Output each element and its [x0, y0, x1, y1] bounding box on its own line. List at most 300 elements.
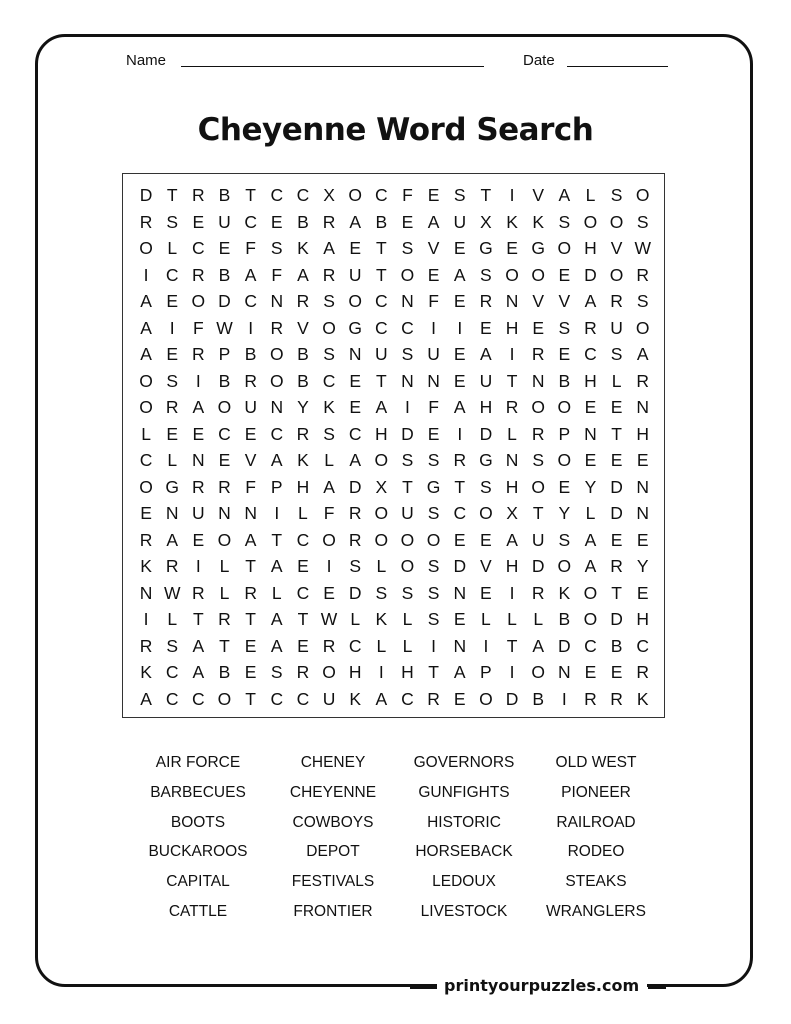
grid-letter[interactable]: T	[245, 688, 256, 709]
grid-letter[interactable]: A	[140, 688, 152, 709]
grid-letter[interactable]: F	[193, 317, 204, 338]
grid-letter[interactable]: B	[297, 211, 309, 232]
grid-letter[interactable]: R	[531, 344, 545, 364]
grid-letter[interactable]: U	[192, 503, 205, 523]
grid-letter[interactable]: R	[531, 423, 545, 444]
grid-letter[interactable]: D	[139, 185, 153, 205]
grid-letter[interactable]: C	[584, 344, 597, 364]
grid-letter[interactable]: K	[140, 556, 152, 576]
grid-letter[interactable]: E	[636, 582, 649, 603]
grid-letter[interactable]: O	[217, 688, 232, 709]
grid-letter[interactable]: A	[584, 291, 597, 311]
grid-letter[interactable]: E	[297, 556, 309, 576]
grid-letter[interactable]: N	[165, 503, 179, 523]
grid-letter[interactable]: A	[244, 529, 257, 550]
grid-letter[interactable]: U	[322, 688, 336, 709]
grid-letter[interactable]: R	[584, 317, 597, 338]
grid-letter[interactable]: R	[192, 582, 205, 603]
grid-letter[interactable]: E	[610, 450, 623, 470]
grid-letter[interactable]: C	[192, 238, 205, 258]
grid-letter[interactable]: C	[375, 185, 388, 205]
grid-letter[interactable]: L	[350, 609, 361, 629]
grid-letter[interactable]: R	[270, 317, 284, 338]
grid-letter[interactable]: O	[479, 688, 493, 709]
grid-letter[interactable]: O	[374, 450, 389, 470]
grid-letter[interactable]: I	[143, 264, 149, 285]
grid-letter[interactable]: U	[218, 211, 231, 232]
grid-letter[interactable]: O	[400, 529, 415, 550]
grid-letter[interactable]: O	[531, 476, 545, 497]
grid-letter[interactable]: T	[375, 264, 387, 285]
grid-letter[interactable]: H	[375, 423, 388, 444]
grid-letter[interactable]: I	[509, 185, 515, 205]
grid-letter[interactable]: R	[139, 211, 153, 232]
grid-letter[interactable]: Y	[297, 397, 309, 417]
grid-letter[interactable]: H	[505, 556, 519, 576]
grid-letter[interactable]: O	[609, 211, 624, 232]
grid-letter[interactable]: I	[195, 370, 201, 391]
grid-letter[interactable]: I	[195, 556, 201, 576]
grid-letter[interactable]: G	[165, 476, 180, 497]
grid-letter[interactable]: A	[297, 264, 309, 285]
grid-letter[interactable]: A	[270, 635, 283, 656]
grid-letter[interactable]: O	[557, 450, 572, 470]
grid-letter[interactable]: O	[217, 529, 232, 550]
grid-letter[interactable]: A	[349, 450, 362, 470]
grid-letter[interactable]: R	[479, 291, 493, 311]
grid-letter[interactable]: T	[506, 370, 518, 391]
grid-letter[interactable]: C	[296, 688, 310, 709]
grid-letter[interactable]: D	[558, 635, 571, 656]
grid-letter[interactable]: B	[532, 688, 545, 709]
grid-letter[interactable]: D	[479, 423, 493, 444]
grid-letter[interactable]: C	[165, 264, 179, 285]
grid-letter[interactable]: N	[636, 503, 650, 523]
grid-letter[interactable]: T	[219, 635, 230, 656]
grid-letter[interactable]: V	[244, 450, 257, 470]
grid-letter[interactable]: H	[401, 662, 414, 682]
grid-letter[interactable]: R	[610, 556, 623, 576]
grid-letter[interactable]: E	[532, 317, 545, 338]
grid-letter[interactable]: T	[402, 476, 413, 497]
grid-letter[interactable]: A	[323, 476, 335, 497]
grid-letter[interactable]: G	[531, 238, 545, 258]
grid-letter[interactable]: L	[219, 582, 230, 603]
grid-letter[interactable]: N	[401, 291, 414, 311]
grid-letter[interactable]: O	[322, 529, 336, 550]
grid-letter[interactable]: I	[457, 317, 463, 338]
grid-letter[interactable]: C	[401, 317, 414, 338]
grid-letter[interactable]: L	[507, 423, 517, 444]
grid-letter[interactable]: L	[402, 635, 413, 656]
grid-letter[interactable]: K	[506, 211, 518, 232]
grid-letter[interactable]: E	[166, 423, 179, 444]
grid-letter[interactable]: I	[431, 635, 437, 656]
grid-letter[interactable]: K	[297, 450, 309, 470]
grid-letter[interactable]: C	[139, 450, 153, 470]
grid-letter[interactable]: D	[610, 503, 623, 523]
grid-letter[interactable]: S	[532, 450, 545, 470]
grid-letter[interactable]: N	[270, 291, 284, 311]
grid-letter[interactable]: R	[322, 635, 336, 656]
grid-letter[interactable]: H	[584, 238, 597, 258]
grid-letter[interactable]: A	[584, 556, 597, 576]
grid-letter[interactable]: O	[557, 556, 572, 576]
grid-letter[interactable]: O	[635, 317, 650, 338]
grid-letter[interactable]: E	[584, 450, 597, 470]
grid-letter[interactable]: V	[558, 291, 571, 311]
grid-letter[interactable]: T	[245, 556, 256, 576]
grid-letter[interactable]: K	[323, 397, 335, 417]
grid-letter[interactable]: L	[481, 609, 491, 629]
grid-letter[interactable]: B	[218, 185, 231, 205]
grid-letter[interactable]: O	[400, 264, 415, 285]
grid-letter[interactable]: O	[322, 662, 336, 682]
grid-letter[interactable]: W	[163, 582, 181, 603]
grid-letter[interactable]: V	[532, 291, 545, 311]
grid-letter[interactable]: N	[558, 662, 571, 682]
grid-letter[interactable]: O	[557, 397, 572, 417]
grid-letter[interactable]: K	[140, 662, 152, 682]
grid-letter[interactable]: V	[297, 317, 309, 338]
grid-letter[interactable]: I	[457, 423, 463, 444]
grid-letter[interactable]: U	[453, 211, 467, 232]
grid-letter[interactable]: N	[348, 344, 362, 364]
grid-letter[interactable]: E	[323, 582, 335, 603]
grid-letter[interactable]: B	[218, 264, 231, 285]
grid-letter[interactable]: V	[610, 238, 623, 258]
grid-letter[interactable]: R	[296, 423, 310, 444]
grid-letter[interactable]: S	[401, 582, 414, 603]
grid-letter[interactable]: A	[584, 529, 597, 550]
grid-letter[interactable]: E	[610, 397, 623, 417]
grid-letter[interactable]: E	[218, 238, 231, 258]
grid-letter[interactable]: V	[427, 238, 440, 258]
grid-letter[interactable]: R	[244, 370, 257, 391]
grid-letter[interactable]: O	[557, 238, 572, 258]
grid-letter[interactable]: R	[453, 450, 467, 470]
grid-letter[interactable]: O	[191, 291, 206, 311]
grid-letter[interactable]: S	[558, 317, 571, 338]
grid-letter[interactable]: D	[401, 423, 414, 444]
grid-letter[interactable]: O	[217, 397, 232, 417]
grid-letter[interactable]: R	[584, 688, 597, 709]
grid-letter[interactable]: T	[428, 662, 439, 682]
grid-letter[interactable]: E	[453, 291, 466, 311]
grid-letter[interactable]: A	[140, 344, 152, 364]
grid-letter[interactable]: P	[218, 344, 231, 364]
grid-letter[interactable]: S	[323, 344, 335, 364]
grid-letter[interactable]: L	[298, 503, 308, 523]
grid-letter[interactable]: V	[480, 556, 492, 576]
grid-letter[interactable]: I	[509, 582, 515, 603]
grid-letter[interactable]: R	[348, 503, 362, 523]
grid-letter[interactable]: O	[348, 185, 362, 205]
grid-letter[interactable]: E	[506, 238, 518, 258]
grid-letter[interactable]: D	[218, 291, 231, 311]
grid-letter[interactable]: L	[533, 609, 544, 629]
grid-letter[interactable]: V	[532, 185, 545, 205]
grid-letter[interactable]: K	[532, 211, 545, 232]
grid-letter[interactable]: L	[167, 238, 178, 258]
grid-letter[interactable]: C	[636, 635, 650, 656]
grid-letter[interactable]: R	[427, 688, 440, 709]
grid-letter[interactable]: A	[506, 529, 518, 550]
grid-letter[interactable]: L	[402, 609, 413, 629]
grid-letter[interactable]: A	[636, 344, 649, 364]
grid-letter[interactable]: F	[402, 185, 413, 205]
grid-letter[interactable]: A	[192, 635, 205, 656]
grid-letter[interactable]: L	[324, 450, 334, 470]
grid-letter[interactable]: R	[165, 397, 179, 417]
grid-letter[interactable]: S	[166, 211, 179, 232]
grid-letter[interactable]: T	[245, 609, 256, 629]
grid-letter[interactable]: W	[320, 609, 338, 629]
grid-letter[interactable]: D	[584, 264, 597, 285]
grid-letter[interactable]: F	[271, 264, 283, 285]
grid-letter[interactable]: T	[375, 370, 387, 391]
grid-letter[interactable]: C	[296, 582, 310, 603]
grid-letter[interactable]: E	[610, 529, 623, 550]
grid-letter[interactable]: E	[218, 450, 231, 470]
grid-letter[interactable]: T	[611, 582, 622, 603]
grid-letter[interactable]: E	[453, 370, 466, 391]
grid-letter[interactable]: N	[453, 582, 467, 603]
grid-letter[interactable]: O	[505, 264, 519, 285]
grid-letter[interactable]: K	[636, 688, 649, 709]
grid-letter[interactable]: D	[453, 556, 467, 576]
grid-letter[interactable]: O	[269, 370, 284, 391]
grid-letter[interactable]: B	[218, 370, 231, 391]
grid-letter[interactable]: C	[453, 503, 467, 523]
grid-letter[interactable]: K	[375, 609, 388, 629]
grid-letter[interactable]: N	[192, 450, 205, 470]
grid-letter[interactable]: W	[634, 238, 651, 258]
grid-letter[interactable]: A	[166, 529, 179, 550]
grid-letter[interactable]: E	[270, 211, 283, 232]
grid-letter[interactable]: A	[140, 291, 152, 311]
grid-letter[interactable]: A	[375, 397, 388, 417]
grid-letter[interactable]: C	[348, 635, 362, 656]
grid-letter[interactable]: S	[427, 503, 440, 523]
grid-letter[interactable]: U	[427, 344, 440, 364]
grid-letter[interactable]: I	[248, 317, 254, 338]
grid-letter[interactable]: A	[349, 211, 362, 232]
grid-letter[interactable]: O	[374, 503, 389, 523]
grid-letter[interactable]: E	[192, 423, 205, 444]
grid-letter[interactable]: N	[636, 397, 650, 417]
grid-letter[interactable]: X	[480, 211, 492, 232]
grid-letter[interactable]: R	[139, 635, 153, 656]
grid-letter[interactable]: E	[558, 264, 571, 285]
grid-letter[interactable]: R	[192, 476, 205, 497]
grid-letter[interactable]: A	[270, 609, 283, 629]
grid-letter[interactable]: R	[192, 344, 205, 364]
grid-letter[interactable]: O	[426, 529, 441, 550]
grid-letter[interactable]: O	[139, 370, 153, 391]
grid-letter[interactable]: B	[375, 211, 388, 232]
grid-letter[interactable]: E	[584, 397, 597, 417]
grid-letter[interactable]: N	[584, 423, 597, 444]
grid-letter[interactable]: L	[611, 370, 622, 391]
grid-letter[interactable]: I	[169, 317, 175, 338]
grid-letter[interactable]: G	[348, 317, 362, 338]
grid-letter[interactable]: S	[401, 344, 414, 364]
grid-letter[interactable]: N	[401, 370, 414, 391]
grid-letter[interactable]: R	[165, 556, 179, 576]
grid-letter[interactable]: O	[583, 211, 598, 232]
grid-letter[interactable]: S	[636, 211, 649, 232]
grid-letter[interactable]: I	[509, 662, 515, 682]
grid-letter[interactable]: I	[405, 397, 410, 417]
grid-letter[interactable]: O	[479, 503, 493, 523]
grid-letter[interactable]: E	[349, 238, 362, 258]
grid-letter[interactable]: C	[165, 662, 179, 682]
grid-letter[interactable]: S	[610, 185, 623, 205]
grid-letter[interactable]: E	[610, 662, 623, 682]
grid-letter[interactable]: E	[584, 662, 597, 682]
grid-letter[interactable]: P	[270, 476, 283, 497]
grid-letter[interactable]: C	[165, 688, 179, 709]
grid-letter[interactable]: E	[453, 238, 466, 258]
grid-letter[interactable]: E	[453, 344, 466, 364]
grid-letter[interactable]: N	[636, 476, 650, 497]
grid-letter[interactable]: S	[427, 609, 440, 629]
grid-letter[interactable]: O	[348, 291, 362, 311]
grid-letter[interactable]: N	[531, 370, 545, 391]
grid-letter[interactable]: T	[480, 185, 492, 205]
grid-letter[interactable]: C	[270, 423, 284, 444]
grid-letter[interactable]: S	[166, 370, 179, 391]
grid-letter[interactable]: T	[193, 609, 204, 629]
grid-letter[interactable]: G	[479, 238, 493, 258]
grid-letter[interactable]: S	[323, 423, 335, 444]
grid-letter[interactable]: A	[192, 397, 205, 417]
grid-letter[interactable]: G	[479, 450, 493, 470]
grid-letter[interactable]: A	[270, 556, 283, 576]
grid-letter[interactable]: S	[480, 476, 492, 497]
grid-letter[interactable]: R	[244, 582, 257, 603]
grid-letter[interactable]: P	[480, 662, 492, 682]
grid-letter[interactable]: L	[585, 503, 596, 523]
grid-letter[interactable]: R	[636, 264, 650, 285]
grid-letter[interactable]: I	[561, 688, 567, 709]
grid-letter[interactable]: E	[401, 211, 414, 232]
grid-letter[interactable]: U	[244, 397, 257, 417]
grid-letter[interactable]: A	[375, 688, 388, 709]
grid-letter[interactable]: R	[218, 476, 231, 497]
grid-letter[interactable]: L	[167, 609, 178, 629]
grid-letter[interactable]: S	[349, 556, 362, 576]
grid-letter[interactable]: C	[270, 185, 284, 205]
grid-letter[interactable]: T	[271, 529, 283, 550]
grid-letter[interactable]: O	[322, 317, 336, 338]
grid-letter[interactable]: R	[322, 211, 336, 232]
grid-letter[interactable]: N	[453, 635, 467, 656]
grid-letter[interactable]: A	[192, 662, 205, 682]
grid-letter[interactable]: S	[166, 635, 179, 656]
grid-letter[interactable]: U	[610, 317, 623, 338]
grid-letter[interactable]: S	[558, 529, 571, 550]
grid-letter[interactable]: H	[479, 397, 493, 417]
grid-letter[interactable]: R	[322, 264, 336, 285]
grid-letter[interactable]: A	[558, 185, 571, 205]
grid-letter[interactable]: L	[141, 423, 151, 444]
grid-letter[interactable]: R	[192, 264, 205, 285]
grid-letter[interactable]: D	[531, 556, 545, 576]
grid-letter[interactable]: O	[635, 185, 650, 205]
grid-letter[interactable]: R	[192, 185, 205, 205]
grid-letter[interactable]: Y	[636, 556, 649, 576]
grid-letter[interactable]: E	[166, 344, 179, 364]
grid-letter[interactable]: D	[505, 688, 519, 709]
grid-letter[interactable]: T	[245, 185, 256, 205]
grid-letter[interactable]: F	[428, 397, 439, 417]
grid-letter[interactable]: R	[139, 529, 153, 550]
name-field[interactable]	[181, 66, 484, 67]
footer-site-link[interactable]: printyourpuzzles.com	[444, 976, 640, 995]
grid-letter[interactable]: T	[611, 423, 622, 444]
grid-letter[interactable]: R	[636, 370, 650, 391]
grid-letter[interactable]: C	[401, 688, 414, 709]
grid-letter[interactable]: C	[584, 635, 597, 656]
grid-letter[interactable]: E	[140, 503, 152, 523]
grid-letter[interactable]: F	[428, 291, 439, 311]
grid-letter[interactable]: T	[297, 609, 309, 629]
grid-letter[interactable]: A	[244, 264, 257, 285]
grid-letter[interactable]: K	[349, 688, 362, 709]
grid-letter[interactable]: C	[375, 291, 388, 311]
grid-letter[interactable]: R	[296, 662, 310, 682]
grid-letter[interactable]: A	[480, 344, 492, 364]
grid-letter[interactable]: I	[143, 609, 149, 629]
grid-letter[interactable]: D	[610, 609, 623, 629]
grid-letter[interactable]: B	[558, 370, 571, 391]
grid-letter[interactable]: R	[610, 291, 623, 311]
grid-letter[interactable]: H	[505, 317, 519, 338]
grid-letter[interactable]: O	[139, 397, 153, 417]
grid-letter[interactable]: E	[427, 423, 440, 444]
grid-letter[interactable]: E	[244, 635, 257, 656]
grid-letter[interactable]: E	[427, 264, 440, 285]
grid-letter[interactable]: S	[480, 264, 492, 285]
grid-letter[interactable]: O	[531, 662, 545, 682]
grid-letter[interactable]: I	[431, 317, 437, 338]
grid-letter[interactable]: N	[427, 370, 440, 391]
grid-letter[interactable]: I	[326, 556, 332, 576]
grid-letter[interactable]: E	[453, 529, 466, 550]
grid-letter[interactable]: H	[348, 662, 362, 682]
grid-letter[interactable]: C	[296, 185, 310, 205]
grid-letter[interactable]: O	[400, 556, 415, 576]
grid-letter[interactable]: S	[558, 211, 571, 232]
grid-letter[interactable]: R	[296, 291, 310, 311]
grid-letter[interactable]: R	[348, 529, 362, 550]
grid-letter[interactable]: C	[375, 317, 388, 338]
grid-letter[interactable]: B	[558, 609, 571, 629]
grid-letter[interactable]: S	[427, 450, 440, 470]
grid-letter[interactable]: K	[558, 582, 571, 603]
grid-letter[interactable]: E	[453, 609, 466, 629]
grid-letter[interactable]: N	[218, 503, 231, 523]
grid-letter[interactable]: S	[610, 344, 623, 364]
grid-letter[interactable]: U	[375, 344, 388, 364]
grid-letter[interactable]: T	[532, 503, 544, 523]
grid-letter[interactable]: A	[453, 662, 466, 682]
grid-letter[interactable]: X	[323, 185, 335, 205]
grid-letter[interactable]: C	[244, 291, 257, 311]
grid-letter[interactable]: H	[636, 423, 650, 444]
